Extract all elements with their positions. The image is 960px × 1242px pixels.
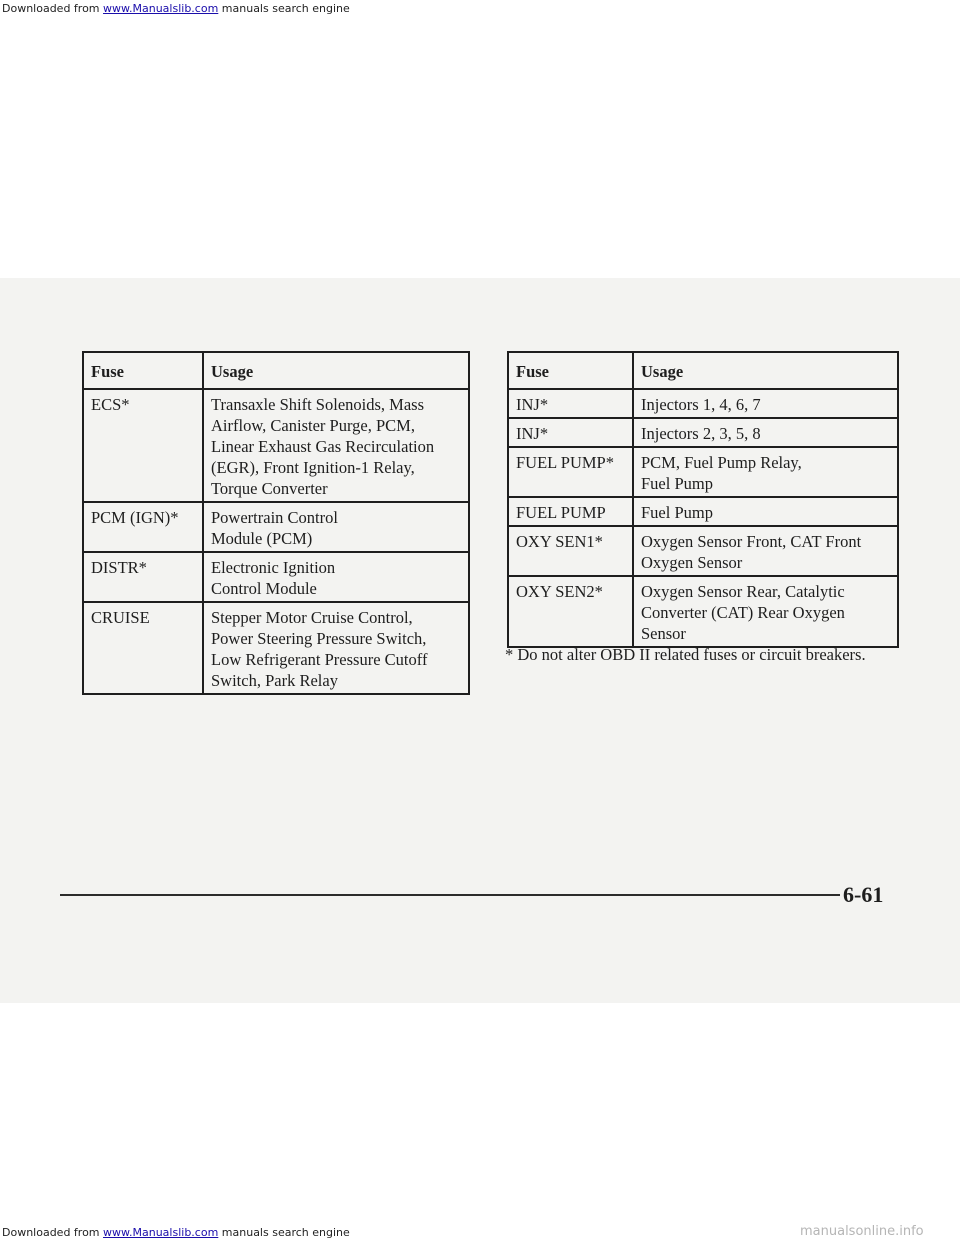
page-number: 6-61: [843, 882, 884, 907]
fuse-cell: PCM (IGN)*: [83, 502, 203, 552]
banner-prefix: Downloaded from: [2, 1226, 104, 1239]
fuse-cell: FUEL PUMP: [508, 497, 633, 526]
banner-prefix: Downloaded from: [2, 2, 104, 15]
fuse-cell: CRUISE: [83, 602, 203, 694]
manualslib-link[interactable]: www.Manualslib.com: [103, 1226, 219, 1239]
column-header-fuse: Fuse: [508, 352, 633, 389]
table-row: [83, 389, 469, 502]
banner-suffix: manuals search engine: [218, 1226, 350, 1239]
table-row: [508, 497, 898, 526]
usage-cell: Powertrain Control Module (PCM): [203, 502, 469, 552]
table-row: [83, 502, 469, 552]
fuse-cell: ECS*: [83, 389, 203, 502]
manualslib-link[interactable]: www.Manualslib.com: [103, 2, 219, 15]
usage-cell: Transaxle Shift Solenoids, Mass Airflow, Canister Purge, PCM, Linear Exhaust Gas Recirculation (EGR), Front Ignition-1 Relay, Torque Converter: [203, 389, 469, 502]
usage-cell: Stepper Motor Cruise Control, Power Steering Pressure Switch, Low Refrigerant Pressure Cutoff Switch, Park Relay: [203, 602, 469, 694]
table-header-row: [83, 352, 469, 389]
usage-cell: Fuel Pump: [633, 497, 898, 526]
footer-rule: [60, 894, 840, 896]
table-row: [508, 447, 898, 497]
fuse-table-right: [507, 351, 899, 648]
table-row: [508, 526, 898, 576]
banner-suffix: manuals search engine: [218, 2, 350, 15]
usage-cell: Electronic Ignition Control Module: [203, 552, 469, 602]
usage-cell: PCM, Fuel Pump Relay, Fuel Pump: [633, 447, 898, 497]
column-header-usage: Usage: [633, 352, 898, 389]
fuse-cell: DISTR*: [83, 552, 203, 602]
usage-cell: Oxygen Sensor Rear, Catalytic Converter (CAT) Rear Oxygen Sensor: [633, 576, 898, 647]
table-row: [83, 552, 469, 602]
usage-cell: Injectors 2, 3, 5, 8: [633, 418, 898, 447]
usage-cell: Oxygen Sensor Front, CAT Front Oxygen Sensor: [633, 526, 898, 576]
fuse-table-left: [82, 351, 470, 695]
footnote: * Do not alter OBD II related fuses or circuit breakers.: [505, 645, 866, 664]
fuse-cell: FUEL PUMP*: [508, 447, 633, 497]
download-banner-top: [2, 2, 350, 15]
table-row: [508, 576, 898, 647]
table-header-row: [508, 352, 898, 389]
fuse-cell: INJ*: [508, 418, 633, 447]
column-header-usage: Usage: [203, 352, 469, 389]
table-row: [508, 418, 898, 447]
table-row: [508, 389, 898, 418]
fuse-cell: OXY SEN2*: [508, 576, 633, 647]
fuse-cell: OXY SEN1*: [508, 526, 633, 576]
download-banner-bottom: [2, 1226, 350, 1239]
watermark: manualsonline.info: [800, 1224, 924, 1239]
top-margin: [0, 0, 960, 278]
column-header-fuse: Fuse: [83, 352, 203, 389]
fuse-cell: INJ*: [508, 389, 633, 418]
bottom-margin: [0, 1003, 960, 1242]
usage-cell: Injectors 1, 4, 6, 7: [633, 389, 898, 418]
table-row: [83, 602, 469, 694]
